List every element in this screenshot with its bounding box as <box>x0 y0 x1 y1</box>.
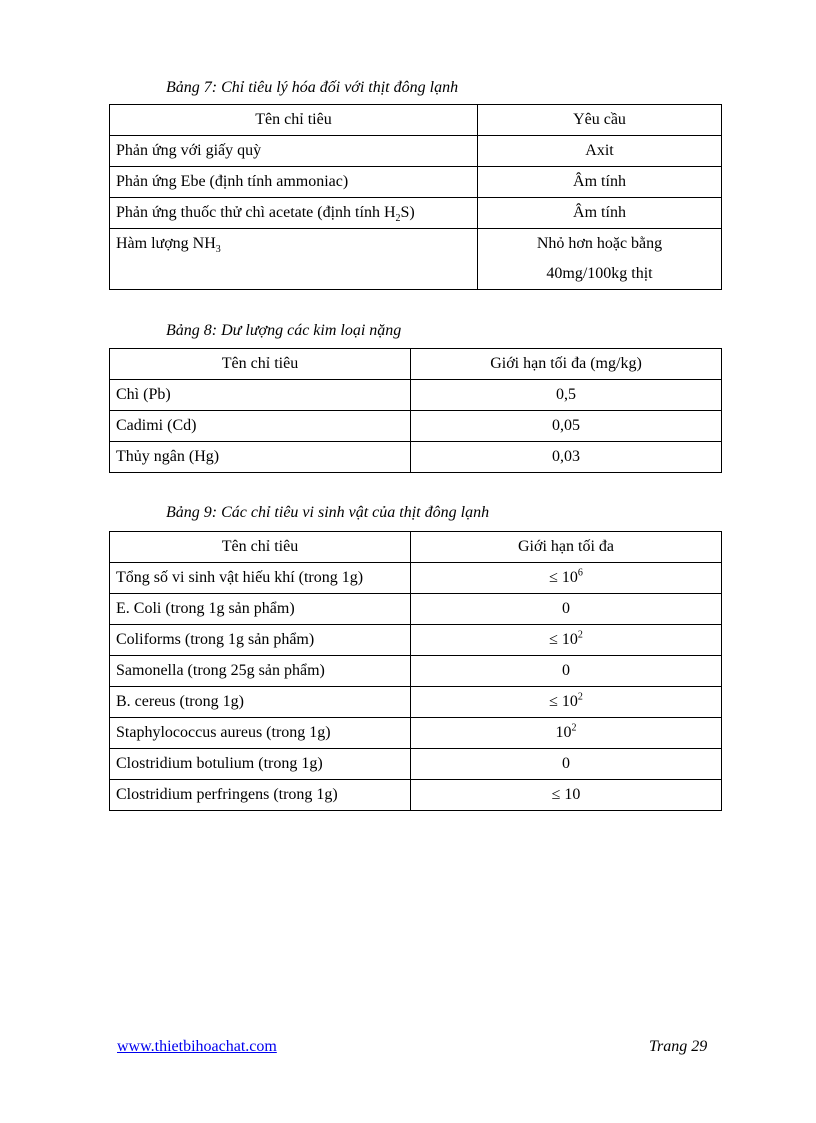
table8-row1-value: 0,5 <box>411 380 722 411</box>
table-row <box>110 136 722 167</box>
table8-row1-name: Chì (Pb) <box>110 380 411 411</box>
table8-header-value: Giới hạn tối đa (mg/kg) <box>411 349 722 380</box>
table-row <box>110 198 722 229</box>
table-row <box>110 687 722 718</box>
table-row <box>110 229 722 290</box>
table7-row1-name: Phản ứng với giấy quỳ <box>110 136 478 167</box>
row3-value-exponent: 2 <box>577 629 583 641</box>
table-row <box>110 380 722 411</box>
table7-row2-name: Phản ứng Ebe (định tính ammoniac) <box>110 167 478 198</box>
table-row <box>110 749 722 780</box>
table9-header-name: Tên chỉ tiêu <box>110 532 411 563</box>
table8-row3-value: 0,03 <box>411 442 722 473</box>
table9-row2-value: 0 <box>411 594 722 625</box>
table9-row4-name: Samonella (trong 25g sản phẩm) <box>110 656 411 687</box>
table9-row1-value <box>411 563 722 594</box>
table-row <box>110 442 722 473</box>
table9-header-value: Giới hạn tối đa <box>411 532 722 563</box>
table7-header-name: Tên chỉ tiêu <box>110 105 478 136</box>
table9-row6-value <box>411 718 722 749</box>
table7-header-row <box>110 105 722 136</box>
table-row <box>110 563 722 594</box>
row6-value-exponent: 2 <box>571 722 577 734</box>
table-row <box>110 411 722 442</box>
table9-row3-value <box>411 625 722 656</box>
table9-row4-value: 0 <box>411 656 722 687</box>
table9-header-row <box>110 532 722 563</box>
table7-row4-value <box>478 229 722 290</box>
row3-name-subscript: 2 <box>395 213 401 225</box>
table-row <box>110 718 722 749</box>
table7-row1-value: Axit <box>478 136 722 167</box>
table9-caption: Bảng 9: Các chỉ tiêu vi sinh vật của thịt đông lạnh <box>166 504 490 521</box>
table7 <box>109 104 722 290</box>
table9-row5-value <box>411 687 722 718</box>
row4-value-line1: Nhỏ hơn hoặc bằng <box>536 235 663 252</box>
row1-value-text: ≤ 10 <box>549 569 578 586</box>
table7-row3-value: Âm tính <box>478 198 722 229</box>
table9-row3-name: Coliforms (trong 1g sản phẩm) <box>110 625 411 656</box>
table9-row7-value: 0 <box>411 749 722 780</box>
table8-header-name: Tên chỉ tiêu <box>110 349 411 380</box>
row4-name-subscript: 3 <box>215 244 221 256</box>
row1-value-exponent: 6 <box>577 567 583 579</box>
row3-value-text: ≤ 10 <box>549 631 578 648</box>
table8-row3-name: Thủy ngân (Hg) <box>110 442 411 473</box>
table9-row2-name: E. Coli (trong 1g sản phẩm) <box>110 594 411 625</box>
row3-name-text: Phản ứng thuốc thử chì acetate (định tính H <box>116 204 396 221</box>
table7-row3-name <box>110 198 478 229</box>
table8-header-row <box>110 349 722 380</box>
row5-value-text: ≤ 10 <box>549 693 578 710</box>
table9-row7-name: Clostridium botulium (trong 1g) <box>110 749 411 780</box>
row3-name-suffix: S) <box>400 204 415 221</box>
table9-row8-name: Clostridium perfringens (trong 1g) <box>110 780 411 811</box>
table9-row8-value: ≤ 10 <box>411 780 722 811</box>
row4-name-text: Hàm lượng NH <box>116 235 216 252</box>
table8-row2-value: 0,05 <box>411 411 722 442</box>
footer-page-number: Trang 29 <box>649 1038 708 1055</box>
table7-row2-value: Âm tính <box>478 167 722 198</box>
table-row <box>110 167 722 198</box>
table-row <box>110 656 722 687</box>
table9-row6-name: Staphylococcus aureus (trong 1g) <box>110 718 411 749</box>
table9-row5-name: B. cereus (trong 1g) <box>110 687 411 718</box>
table8-caption: Bảng 8: Dư lượng các kim loại nặng <box>166 322 402 339</box>
table8 <box>109 348 722 473</box>
row4-value-line2: 40mg/100kg thịt <box>546 265 653 282</box>
table7-row4-name <box>110 229 478 290</box>
table7-caption: Bảng 7: Chỉ tiêu lý hóa đối với thịt đông lạnh <box>166 79 459 96</box>
table-row <box>110 780 722 811</box>
table-row <box>110 594 722 625</box>
table9-row1-name: Tổng số vi sinh vật hiếu khí (trong 1g) <box>110 563 411 594</box>
row6-value-text: 10 <box>555 724 572 741</box>
table7-header-value: Yêu cầu <box>478 105 722 136</box>
footer-website-link[interactable]: www.thietbihoachat.com <box>117 1038 277 1055</box>
table8-row2-name: Cadimi (Cd) <box>110 411 411 442</box>
table9 <box>109 531 722 811</box>
row5-value-exponent: 2 <box>577 691 583 703</box>
table-row <box>110 625 722 656</box>
